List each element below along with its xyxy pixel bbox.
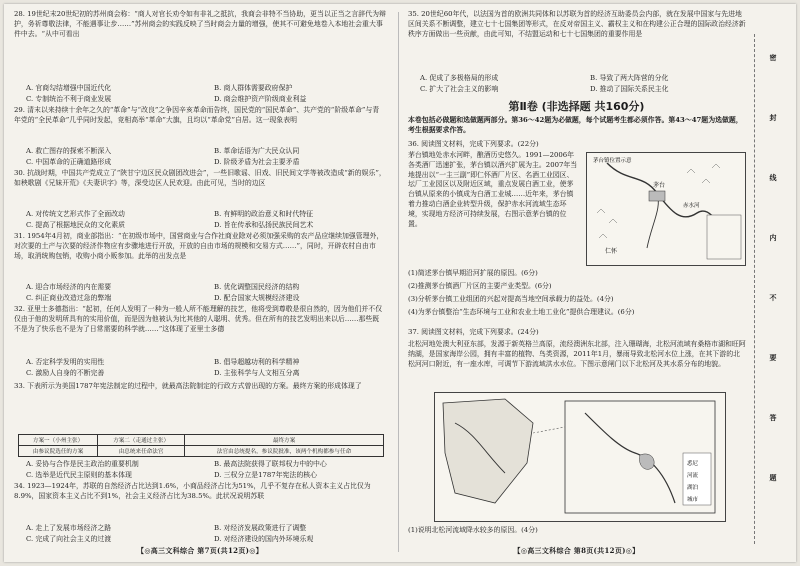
q36-task-3: (3)分析茅台镇工业组团的兴起对提高当地空间承载力的益处。(4分): [408, 295, 614, 303]
question-36-stem: 36. 阅读图文材料，完成下列要求。(22分): [408, 140, 539, 148]
left-page-footer: 【◎高三文科综合 第7页(共12页)◎】: [137, 546, 263, 555]
q34-option-d: D. 对经济建设的国内外环境乐观: [214, 535, 314, 543]
strip-char-6: 要: [769, 353, 777, 362]
basin-outline: [443, 399, 533, 503]
q28-option-c: C. 专制统治不利于商业发展: [26, 95, 112, 103]
q35-option-d: D. 推动了国际关系民主化: [590, 85, 669, 93]
legend-sydney: 悉尼: [687, 461, 699, 467]
left-page: [4, 4, 396, 562]
question-34: 34. 1923—1924年，苏联的自然经济占比达到1.6%，小商品经济占比为51%，几乎不复存在私人资本主义占比仅为8.9%，国家资本主义占比不到1%，社会主义经济占比为38.5%。此状况说明苏联: [14, 482, 371, 500]
q30-option-c: C. 提高了根据地民众的文化素质: [26, 221, 125, 229]
q35-option-b: B. 导致了两大阵营的分化: [590, 74, 669, 82]
q29-option-b: B. 革命话语为广大民众认同: [214, 147, 300, 155]
q30-option-a: A. 对传统文艺形式作了全面改动: [26, 210, 125, 218]
exam-sheet: [4, 4, 796, 562]
q33-cell-3: 法官由总统提名，参议院批准，该两个机构都参与任命: [185, 446, 384, 457]
q28-option-a: A. 官商勾结增强中国近代化: [26, 84, 112, 92]
q36-task-2: (2)推测茅台镇酒厂片区的主要产业类型。(6分): [408, 282, 552, 290]
q33-option-b: B. 最高法院获得了联邦权力中的中心: [214, 460, 327, 468]
q35-option-c: C. 扩大了社会主义的影响: [420, 85, 499, 93]
q33-option-c: C. 选举是近代民主原则的基本体现: [26, 471, 132, 479]
legend-river: 河流: [687, 473, 699, 479]
q33-option-d: D. 三权分立是1787年宪法的核心: [214, 471, 317, 479]
q28-option-b: B. 商人群体需要政府保护: [214, 84, 293, 92]
right-page: [404, 4, 749, 562]
strip-char-1: 密: [769, 53, 777, 62]
strip-char-4: 内: [769, 233, 777, 242]
q29-option-d: D. 阶级矛盾为社会主要矛盾: [214, 158, 300, 166]
town-area: [649, 191, 665, 201]
q32-option-c: C. 激励人自身的不断完善: [26, 369, 105, 377]
map36-title: 茅台镇位置示意: [593, 158, 632, 164]
q32-option-d: D. 主张科学与人文相互分离: [214, 369, 300, 377]
label-chishui-river: 赤水河: [683, 203, 700, 209]
label-renhuai: 仁怀: [605, 248, 618, 255]
q29-option-a: A. 救亡图存的探索不断深入: [26, 147, 112, 155]
q32-option-a: A. 否定科学发明的实用性: [26, 358, 105, 366]
q31-option-d: D. 配合国家大规模经济建设: [214, 294, 300, 302]
maotai-map: [586, 152, 746, 266]
q37-task-1: (1)说明北松河流域降水较多的原因。(4分): [408, 526, 538, 534]
map-legend: [707, 215, 741, 259]
question-37-material: 北松河地处澳大利亚东部，发源于新英格兰高原，流经澳洲东北部，注入珊瑚海，北松河流域有桑格市湖和旺阿纳湖，是国家海岸公园，拥有丰富的植物、鸟类资源，2011年1月，暴雨导致北松河水位上涨，在其下游的北松河河口附近，有一座水库，可调节下游流域洪水水位。下图示意闸门以下北松河及其水系分布的地貌。: [408, 340, 746, 368]
q30-option-b: B. 有鲜明的政治意义和时代特征: [214, 210, 314, 218]
question-28: 28. 19世纪末20世纪初的苏州商会称：“商人对官长劝令如有非礼之抵抗，我商会非特不当协助，更当以正当之言辞代为辩护，务祈尊敬法律，不能遇事让步……”苏州商会的实践反映了当时商会力量的增强，使其不可避免地卷入本地社会重大事件中去。“从中可看出: [14, 10, 386, 38]
question-29: 29. 清末以来持续十余年之久的“革命”与“改良”之争因辛亥革命而告终，国民党的“国民革命”、共产党的“阶级革命”与青年党的“全民革命”几乎同时发起，竞相高举“革命”大旗，且均以“革命党”自居。这一现象表明: [14, 106, 380, 124]
strip-char-8: 题: [769, 473, 777, 482]
section-2-title: 第Ⅱ卷 (非选择题 共160分): [508, 100, 645, 113]
q31-option-c: C. 纠正商业改造过急的弊端: [26, 294, 112, 302]
section-2-intro: 本卷包括必做题和选做题两部分。第36～42题为必做题，每个试题考生都必须作答。第43～47题为选做题，考生根据要求作答。: [408, 116, 743, 134]
q31-option-a: A. 迎合市场经济的内在需要: [26, 283, 112, 291]
q36-task-1: (1)简述茅台镇早期沿河扩展的原因。(6分): [408, 269, 538, 277]
q35-option-a: A. 促成了多极格局的形成: [420, 74, 499, 82]
q33-cell-2: 由总统来任命法官: [98, 446, 185, 457]
q33-header-1: 方案一（小州主张）: [19, 435, 98, 446]
strip-char-3: 线: [769, 173, 777, 182]
q33-cell-1: 由参议院选任的方案: [19, 446, 98, 457]
question-31: 31. 1954年4月初，商业部指出：“在初级市场中，国营商业与合作社商业除对必须加强采购的农产品应继续加强管理外，对次要的土产与次要的经济作物应有步骤地进行开放，开放的自由市场的规模和交易方式……”，同时，开辟农村自由市场，取消统购包销，收购小商小贩参加。此举的出发点是: [14, 232, 384, 260]
maotai-map-drawing: [587, 153, 745, 265]
q32-option-b: B. 倡导超越功利的科学精神: [214, 358, 300, 366]
strip-char-5: 不: [769, 293, 777, 302]
question-33: 33. 下表所示为美国1787年宪法制定的过程中，就最高法院制定的行政方式曾出现的方案。最终方案的形成体现了: [14, 382, 362, 390]
right-page-footer: 【◎高三文科综合 第8页(共12页)◎】: [513, 546, 640, 555]
legend-city: 城市: [687, 497, 699, 503]
q36-task-4: (4)为茅台镇整治“生态环境与工业和农业土地工业化”提供合理建议。(6分): [408, 308, 635, 316]
northern-pine-river-map: [434, 392, 726, 522]
question-37-stem: 37. 阅读图文材料，完成下列要求。(24分): [408, 328, 539, 336]
q33-header-3: 最终方案: [185, 435, 384, 446]
q29-option-c: C. 中国革命的正确道路形成: [26, 158, 112, 166]
q33-header-2: 方案二（走通过主张）: [98, 435, 185, 446]
q34-option-c: C. 完成了向社会主义的过渡: [26, 535, 112, 543]
strip-char-2: 封: [769, 113, 777, 122]
legend-lake: 湖泊: [687, 485, 699, 491]
q33-option-a: A. 妥协与合作是民主政治的重要机制: [26, 460, 139, 468]
label-maotai: 茅台: [653, 182, 666, 189]
question-32: 32. 亚里士多德指出：“起初，任何人发明了一种为一般人所不能理解的技艺，他将受到尊敬是很自然的，因为他们并不仅仅由于他的发明所具有的实用价值，而是因为他被认为比其他的人聪明、优秀。但在所有的技艺发明出来以后……那些既不是为了快乐也不是为了日常需要的科学就……”这体现了亚里士多德: [14, 305, 383, 333]
q34-option-a: A. 走上了发展市场经济之路: [26, 524, 112, 532]
question-36-material: 茅台镇地处赤水河畔，酿酒历史悠久。1991—2006年各类酒厂迅速扩张，茅台镇以酒兴扩展为主。2007年当地提出以“一主三副”即仁怀酒厂片区、名酒工业园区、坛厂工业园区以及附近区域，重点发展白酒工业，使茅台镇从原来的小镇成为白酒工业城……近年来，茅台镇着力推动白酒企业转型升级，保护赤水河流域生态环境，实现地方经济可持续发展，右图示意茅台镇的位置。: [408, 151, 578, 228]
question-35: 35. 20世纪60年代，以法国为首的欧洲共同体和以苏联为首的经济互助委员会内部，就在发展中国家与先进地区间关系不断调整，建立七十七国集团等形式，在反对帝国主义、霸权主义和在构建公正合理的国际政治经济新秩序方面做出一些贡献，由此可知，不结盟运动和七十七国集团的重要作用是: [408, 10, 746, 38]
strip-char-7: 答: [769, 413, 777, 422]
q33-table: [18, 434, 384, 457]
q34-option-b: B. 对经济发展政策进行了调整: [214, 524, 307, 532]
inset-connector: [533, 427, 565, 433]
binding-strip: [754, 34, 793, 544]
q28-option-d: D. 商会维护资产阶级商业利益: [214, 95, 307, 103]
q30-option-d: D. 旨在传承和弘扬民族民间艺术: [214, 221, 314, 229]
river-map-drawing: [435, 393, 725, 521]
page-divider: [398, 12, 399, 552]
q31-option-b: B. 优化调整国民经济的结构: [214, 283, 300, 291]
question-30: 30. 抗战时期，中国共产党成立了“陕甘宁边区民众剧团改进会”，一些旧歌谣、旧戏、旧民间文学等被改造成“新的娱乐”，如秧歌剧《兄妹开荒》《夫妻识字》等，深受边区人民欢迎。由此可见，当时的边区: [14, 169, 386, 187]
